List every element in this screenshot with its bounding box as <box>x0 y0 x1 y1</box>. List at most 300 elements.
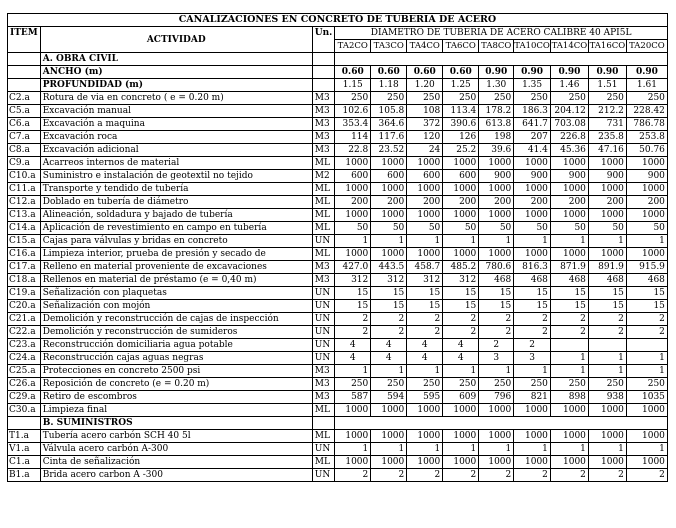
table-row <box>8 378 668 391</box>
item-code: T1.a <box>8 430 41 443</box>
profundidad-value: 1.51 <box>588 79 626 92</box>
ancho-value: 0.60 <box>335 66 371 79</box>
value-cell: 609 <box>443 391 479 404</box>
value-cell: 15 <box>550 300 588 313</box>
value-cell: 15 <box>550 287 588 300</box>
item-code: C9.a <box>8 157 41 170</box>
value-cell: 2 <box>371 469 407 482</box>
value-cell: 600 <box>335 170 371 183</box>
value-cell: 113.4 <box>443 105 479 118</box>
section-a-row <box>8 53 668 66</box>
value-cell: 390.6 <box>443 118 479 131</box>
value-cell: 1000 <box>514 157 551 170</box>
value-cell: 1 <box>371 365 407 378</box>
value-cell: 2 <box>588 469 626 482</box>
activity-cell: Retiro de escombros <box>40 391 312 404</box>
ancho-row <box>8 66 668 79</box>
value-cell: 2 <box>514 326 551 339</box>
value-cell: 4 <box>371 352 407 365</box>
value-cell: 1 <box>588 235 626 248</box>
value-cell: 1 <box>479 443 514 456</box>
value-cell: 1000 <box>335 456 371 469</box>
item-code: C13.a <box>8 209 41 222</box>
table-row <box>8 274 668 287</box>
value-cell: 1 <box>626 443 667 456</box>
value-cell: 204.12 <box>550 105 588 118</box>
value-cell: 786.78 <box>626 118 667 131</box>
unit-cell: UN <box>312 352 335 365</box>
item-code: C29.a <box>8 391 41 404</box>
activity-cell: Alineación, soldadura y bajado de tubería <box>40 209 312 222</box>
value-cell: 4 <box>407 352 443 365</box>
value-cell: 1000 <box>335 248 371 261</box>
value-cell: 1000 <box>514 456 551 469</box>
value-cell: 15 <box>407 287 443 300</box>
value-cell: 15 <box>626 287 667 300</box>
header-row-1 <box>8 27 668 40</box>
value-cell: 200 <box>407 196 443 209</box>
value-cell: 1000 <box>550 404 588 417</box>
value-cell: 641.7 <box>514 118 551 131</box>
value-cell: 50 <box>371 222 407 235</box>
value-cell: 1 <box>335 443 371 456</box>
unit-cell: UN <box>312 300 335 313</box>
table-row <box>8 313 668 326</box>
activity-cell: Relleno en material proveniente de excavaciones <box>40 261 312 274</box>
value-cell: 891.9 <box>588 261 626 274</box>
unit-cell: ML <box>312 430 335 443</box>
item-code: C17.a <box>8 261 41 274</box>
value-cell: 1000 <box>371 404 407 417</box>
value-cell: 2 <box>514 469 551 482</box>
value-cell: 15 <box>443 287 479 300</box>
activity-cell: Cajas para válvulas y bridas en concreto <box>40 235 312 248</box>
value-cell: 900 <box>514 170 551 183</box>
value-cell: 1000 <box>371 157 407 170</box>
value-cell: 312 <box>443 274 479 287</box>
item-code: C14.a <box>8 222 41 235</box>
value-cell: 1 <box>371 235 407 248</box>
value-cell: 15 <box>514 300 551 313</box>
item-code: C18.a <box>8 274 41 287</box>
item-cell <box>8 53 41 66</box>
activity-cell: Señalización con mojón <box>40 300 312 313</box>
value-cell: 200 <box>588 196 626 209</box>
value-cell: 1 <box>588 443 626 456</box>
value-cell: 1000 <box>550 183 588 196</box>
value-cell: 50 <box>443 222 479 235</box>
value-cell: 15 <box>443 300 479 313</box>
table-row <box>8 326 668 339</box>
value-cell: 2 <box>479 326 514 339</box>
value-cell: 102.6 <box>335 105 371 118</box>
table-row <box>8 196 668 209</box>
ancho-value: 0.60 <box>407 66 443 79</box>
unit-cell: ML <box>312 222 335 235</box>
value-cell: 2 <box>479 469 514 482</box>
unit-cell: ML <box>312 183 335 196</box>
value-cell: 2 <box>479 313 514 326</box>
blank-cell <box>335 53 668 66</box>
item-code: C25.a <box>8 365 41 378</box>
value-cell <box>626 339 667 352</box>
value-cell: 250 <box>550 378 588 391</box>
table-row <box>8 118 668 131</box>
value-cell: 2 <box>443 326 479 339</box>
value-cell: 1000 <box>407 209 443 222</box>
table-row <box>8 222 668 235</box>
profundidad-value: 1.20 <box>407 79 443 92</box>
unit-cell: UN <box>312 339 335 352</box>
table-row <box>8 183 668 196</box>
value-cell: 1000 <box>550 209 588 222</box>
unit-cell <box>312 66 335 79</box>
value-cell: 2 <box>588 313 626 326</box>
table-row <box>8 131 668 144</box>
column-code-ta10co: TA10CO <box>514 41 550 51</box>
item-code: C2.a <box>8 92 41 105</box>
value-cell: 2 <box>443 313 479 326</box>
table-row <box>8 157 668 170</box>
value-cell: 1000 <box>371 183 407 196</box>
table-row <box>8 300 668 313</box>
value-cell: 1 <box>335 365 371 378</box>
unit-cell: M3 <box>312 274 335 287</box>
table-row <box>8 365 668 378</box>
value-cell: 1000 <box>626 157 667 170</box>
unit-cell: M2 <box>312 170 335 183</box>
value-cell: 821 <box>514 391 551 404</box>
value-cell: 1000 <box>588 248 626 261</box>
value-cell: 250 <box>550 92 588 105</box>
table-row <box>8 443 668 456</box>
item-code: C15.a <box>8 235 41 248</box>
value-cell: 4 <box>335 352 371 365</box>
unit-cell: UN <box>312 326 335 339</box>
value-cell: 1000 <box>479 430 514 443</box>
value-cell: 2 <box>626 313 667 326</box>
table-row <box>8 391 668 404</box>
activity-cell: Reconstrucción cajas aguas negras <box>40 352 312 365</box>
value-cell: 1 <box>371 443 407 456</box>
value-cell: 2 <box>443 469 479 482</box>
value-cell: 1000 <box>407 248 443 261</box>
value-cell: 1000 <box>479 456 514 469</box>
value-cell: 796 <box>479 391 514 404</box>
activity-cell: Doblado en tubería de diámetro <box>40 196 312 209</box>
value-cell: 1000 <box>626 209 667 222</box>
value-cell: 938 <box>588 391 626 404</box>
value-cell: 108 <box>407 105 443 118</box>
value-cell: 600 <box>371 170 407 183</box>
activity-cell: Suministro e instalación de geotextil no tejido <box>40 170 312 183</box>
activity-cell: Válvula acero carbón A-300 <box>40 443 312 456</box>
value-cell: 2 <box>335 313 371 326</box>
unit-cell: ML <box>312 196 335 209</box>
value-cell: 1000 <box>335 183 371 196</box>
value-cell: 2 <box>550 313 588 326</box>
value-cell: 1000 <box>588 157 626 170</box>
value-cell: 1000 <box>407 183 443 196</box>
value-cell: 207 <box>514 131 551 144</box>
value-cell: 120 <box>407 131 443 144</box>
table-row <box>8 469 668 482</box>
value-cell: 900 <box>588 170 626 183</box>
value-cell: 900 <box>626 170 667 183</box>
value-cell: 15 <box>588 287 626 300</box>
item-code: C6.a <box>8 118 41 131</box>
value-cell: 15 <box>407 300 443 313</box>
value-cell: 1000 <box>550 157 588 170</box>
value-cell: 1000 <box>626 456 667 469</box>
value-cell: 1000 <box>550 430 588 443</box>
unit-cell <box>312 79 335 92</box>
value-cell: 253.8 <box>626 131 667 144</box>
section-a-label: A. OBRA CIVIL <box>40 53 312 66</box>
value-cell: 24 <box>407 144 443 157</box>
profundidad-value: 1.46 <box>550 79 588 92</box>
activity-cell: Excavación roca <box>40 131 312 144</box>
activity-cell: Limpieza interior, prueba de presión y secado de <box>40 248 312 261</box>
value-cell: 1000 <box>588 404 626 417</box>
unit-header: Un. <box>312 27 335 53</box>
profundidad-row <box>8 79 668 92</box>
title-row <box>8 14 668 27</box>
item-code: C10.a <box>8 170 41 183</box>
value-cell: 226.8 <box>550 131 588 144</box>
activity-cell: Transporte y tendido de tubería <box>40 183 312 196</box>
unit-cell <box>312 53 335 66</box>
value-cell: 312 <box>335 274 371 287</box>
value-cell: 1035 <box>626 391 667 404</box>
value-cell: 50 <box>514 222 551 235</box>
value-cell: 1000 <box>407 404 443 417</box>
value-cell: 1 <box>550 235 588 248</box>
value-cell: 1000 <box>443 456 479 469</box>
item-code: C8.a <box>8 144 41 157</box>
value-cell: 1000 <box>588 456 626 469</box>
item-code: C23.a <box>8 339 41 352</box>
table-row <box>8 404 668 417</box>
unit-cell: UN <box>312 313 335 326</box>
value-cell: 1000 <box>479 157 514 170</box>
value-cell: 39.6 <box>479 144 514 157</box>
value-cell: 871.9 <box>550 261 588 274</box>
value-cell: 15 <box>371 300 407 313</box>
value-cell: 250 <box>335 378 371 391</box>
table-row <box>8 92 668 105</box>
unit-cell: M3 <box>312 131 335 144</box>
value-cell: 1000 <box>588 209 626 222</box>
activity-cell: Rellenos en material de préstamo (e = 0,40 m) <box>40 274 312 287</box>
value-cell: 353.4 <box>335 118 371 131</box>
value-cell: 3 <box>514 352 551 365</box>
value-cell: 250 <box>479 92 514 105</box>
activity-cell: Excavación a maquina <box>40 118 312 131</box>
value-cell: 1 <box>550 352 588 365</box>
item-cell <box>8 417 41 430</box>
value-cell: 250 <box>371 92 407 105</box>
activity-cell: Acarreos internos de material <box>40 157 312 170</box>
column-code-ta6co: TA6CO <box>443 40 479 53</box>
item-code: C30.a <box>8 404 41 417</box>
value-cell: 105.8 <box>371 105 407 118</box>
value-cell: 15 <box>479 287 514 300</box>
item-code: C5.a <box>8 105 41 118</box>
value-cell: 587 <box>335 391 371 404</box>
activity-cell: Señalización con plaquetas <box>40 287 312 300</box>
value-cell: 2 <box>335 469 371 482</box>
value-cell: 1 <box>514 235 551 248</box>
value-cell: 731 <box>588 118 626 131</box>
unit-cell: M3 <box>312 92 335 105</box>
value-cell: 250 <box>588 378 626 391</box>
column-code-ta3co: TA3CO <box>371 40 407 53</box>
value-cell: 15 <box>479 300 514 313</box>
item-cell <box>8 79 41 92</box>
unit-cell: M3 <box>312 365 335 378</box>
value-cell: 1000 <box>626 248 667 261</box>
value-cell: 250 <box>588 92 626 105</box>
profundidad-label: PROFUNDIDAD (m) <box>40 79 312 92</box>
value-cell: 900 <box>479 170 514 183</box>
value-cell: 250 <box>443 378 479 391</box>
value-cell: 2 <box>371 326 407 339</box>
table-row <box>8 248 668 261</box>
value-cell: 250 <box>626 92 667 105</box>
value-cell: 178.2 <box>479 105 514 118</box>
profundidad-value: 1.15 <box>335 79 371 92</box>
value-cell: 250 <box>626 378 667 391</box>
value-cell: 2 <box>550 469 588 482</box>
value-cell: 200 <box>626 196 667 209</box>
column-code-ta16co: TA16CO <box>589 41 626 51</box>
diametro-header: DIAMETRO DE TUBERIA DE ACERO CALIBRE 40 API5L <box>335 27 668 40</box>
value-cell: 15 <box>514 287 551 300</box>
value-cell: 250 <box>335 92 371 105</box>
value-cell: 117.6 <box>371 131 407 144</box>
value-cell: 595 <box>407 391 443 404</box>
profundidad-value: 1.61 <box>626 79 667 92</box>
activity-cell: Limpieza final <box>40 404 312 417</box>
item-code: C20.a <box>8 300 41 313</box>
value-cell: 1 <box>479 365 514 378</box>
value-cell: 15 <box>335 287 371 300</box>
unit-cell: M3 <box>312 144 335 157</box>
table-row <box>8 339 668 352</box>
section-b-label: B. SUMINISTROS <box>40 417 312 430</box>
value-cell: 3 <box>479 352 514 365</box>
column-code-ta2co: TA2CO <box>335 40 371 53</box>
value-cell: 1000 <box>335 157 371 170</box>
value-cell <box>588 339 626 352</box>
value-cell: 898 <box>550 391 588 404</box>
value-cell: 364.6 <box>371 118 407 131</box>
value-cell: 2 <box>514 313 551 326</box>
item-header: ITEM <box>8 27 41 53</box>
column-code-ta14co: TA14CO <box>551 41 588 51</box>
unit-cell: M3 <box>312 105 335 118</box>
value-cell: 703.08 <box>550 118 588 131</box>
value-cell: 1000 <box>550 248 588 261</box>
value-cell: 4 <box>407 339 443 352</box>
ancho-value: 0.90 <box>550 66 588 79</box>
table-row <box>8 170 668 183</box>
unit-cell <box>312 417 335 430</box>
unit-cell: UN <box>312 235 335 248</box>
value-cell: 126 <box>443 131 479 144</box>
value-cell: 186.3 <box>514 105 551 118</box>
column-code-ta4co: TA4CO <box>407 40 443 53</box>
value-cell: 250 <box>443 92 479 105</box>
activity-cell: Reconstrucción domiciliaria agua potable <box>40 339 312 352</box>
item-cell <box>8 66 41 79</box>
profundidad-value: 1.30 <box>479 79 514 92</box>
unit-cell: ML <box>312 209 335 222</box>
value-cell: 1000 <box>514 430 551 443</box>
item-code: C21.a <box>8 313 41 326</box>
value-cell: 1000 <box>443 404 479 417</box>
value-cell: 312 <box>371 274 407 287</box>
ancho-value: 0.60 <box>443 66 479 79</box>
value-cell: 50.76 <box>626 144 667 157</box>
value-cell: 468 <box>626 274 667 287</box>
value-cell: 45.36 <box>550 144 588 157</box>
profundidad-value: 1.18 <box>371 79 407 92</box>
value-cell: 312 <box>407 274 443 287</box>
value-cell: 1000 <box>407 157 443 170</box>
value-cell: 50 <box>479 222 514 235</box>
value-cell: 1 <box>626 352 667 365</box>
value-cell: 250 <box>371 378 407 391</box>
value-cell: 427.0 <box>335 261 371 274</box>
value-cell: 1 <box>407 365 443 378</box>
value-cell: 2 <box>407 326 443 339</box>
table-row <box>8 456 668 469</box>
unit-cell: M3 <box>312 261 335 274</box>
unit-cell: M3 <box>312 118 335 131</box>
value-cell: 2 <box>626 326 667 339</box>
unit-cell: M3 <box>312 391 335 404</box>
canalizaciones-table <box>7 13 668 482</box>
table-row <box>8 352 668 365</box>
value-cell: 1 <box>443 235 479 248</box>
value-cell: 41.4 <box>514 144 551 157</box>
value-cell: 1000 <box>371 248 407 261</box>
section-b-row <box>8 417 668 430</box>
value-cell: 594 <box>371 391 407 404</box>
value-cell: 468 <box>514 274 551 287</box>
value-cell: 250 <box>479 378 514 391</box>
value-cell: 50 <box>626 222 667 235</box>
value-cell: 50 <box>550 222 588 235</box>
value-cell: 1000 <box>479 183 514 196</box>
value-cell: 1000 <box>371 209 407 222</box>
value-cell: 1000 <box>626 404 667 417</box>
table-row <box>8 261 668 274</box>
value-cell: 1 <box>588 365 626 378</box>
value-cell: 485.2 <box>443 261 479 274</box>
value-cell: 250 <box>514 92 551 105</box>
value-cell: 1 <box>550 365 588 378</box>
value-cell: 2 <box>626 469 667 482</box>
value-cell: 1 <box>626 365 667 378</box>
value-cell: 4 <box>371 339 407 352</box>
value-cell: 15 <box>626 300 667 313</box>
activity-cell: Tubería acero carbón SCH 40 5l <box>40 430 312 443</box>
value-cell: 15 <box>335 300 371 313</box>
value-cell: 2 <box>588 326 626 339</box>
